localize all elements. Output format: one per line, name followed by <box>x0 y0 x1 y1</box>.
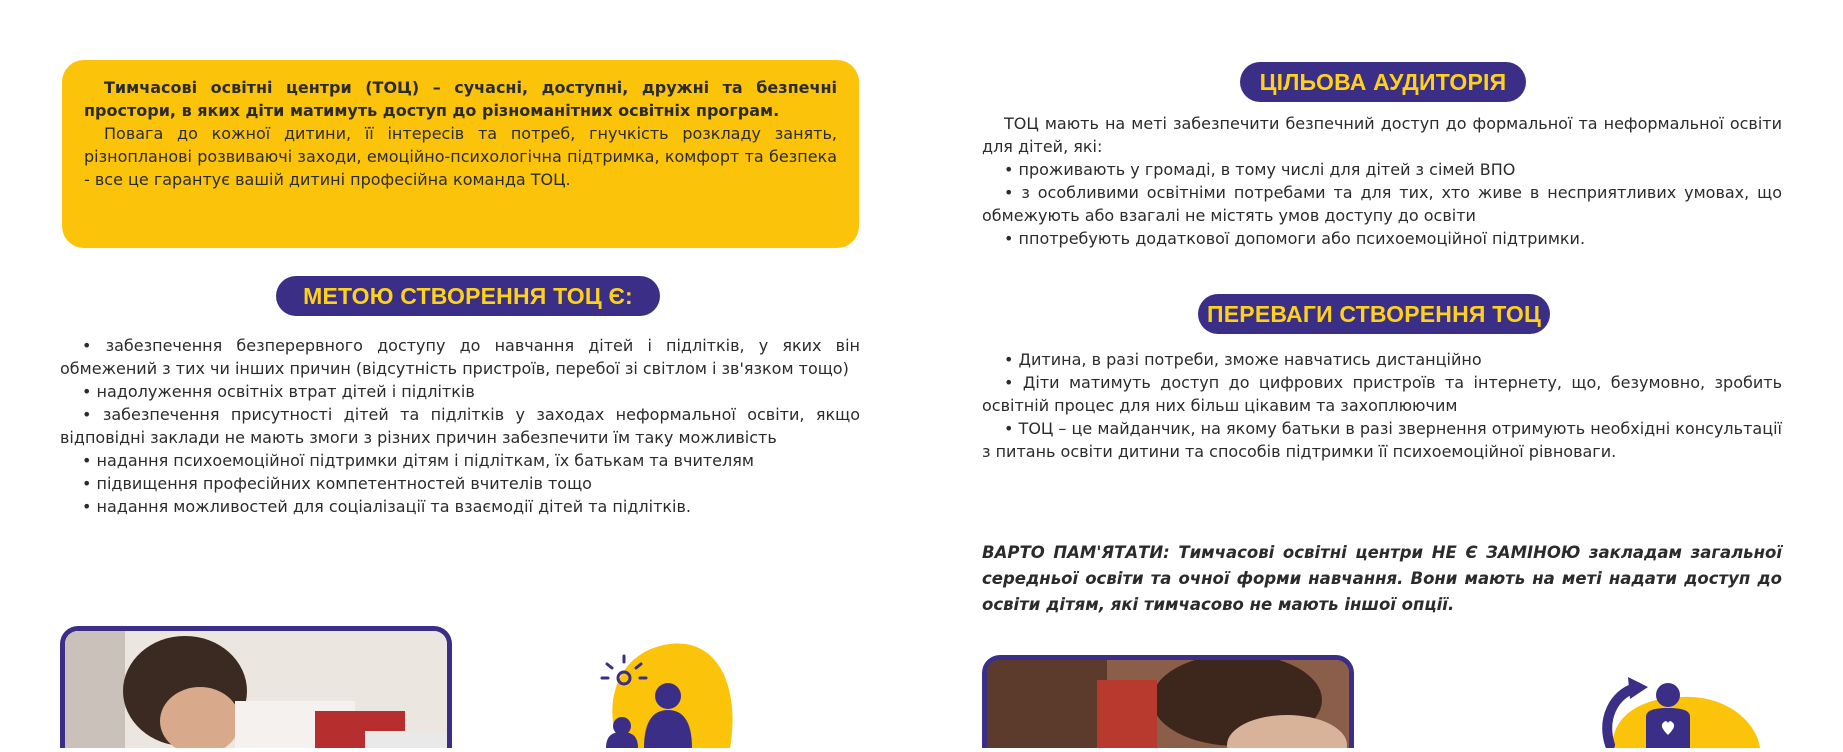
intro-text: Повага до кожної дитини, її інтересів та потреб, гнучкість розкладу занять, різнопланові розвиваючі заходи, емоційно-психологічна підтримка, комфорт та безпека - все це гарантує вашій дитині професійна команда ТОЦ. <box>84 124 837 189</box>
benefits-heading: ПЕРЕВАГИ СТВОРЕННЯ ТОЦ <box>1198 294 1550 334</box>
remember-text: ВАРТО ПАМ'ЯТАТИ: Тимчасові освітні центри НЕ Є ЗАМІНОЮ закладам загальної середньої освіти та очної форми навчання. Вони мають на меті надати доступ до освіти дітям, які тимчасово не мають іншої опції. <box>982 543 1782 614</box>
goal-heading: МЕТОЮ СТВОРЕННЯ ТОЦ Є: <box>276 276 660 316</box>
audience-item: • ппотребують додаткової допомоги або психоемоційної підтримки. <box>1004 229 1586 248</box>
audience-intro: ТОЦ мають на меті забезпечити безпечний доступ до формальної та неформальної освіти для дітей, які: <box>982 114 1782 156</box>
goal-item: • надання можливостей для соціалізації та взаємодії дітей та підлітків. <box>82 497 692 516</box>
audience-item: • з особливими освітніми потребами та для тих, хто живе в несприятливих умовах, що обмежують або взагалі не містять умов доступу до освіти <box>982 183 1782 225</box>
person-heart-arrow-icon <box>1582 675 1762 752</box>
intro-box <box>62 60 859 248</box>
benefit-item: • Дитина, в разі потреби, зможе навчатись дистанційно <box>1004 350 1482 369</box>
goal-item: • забезпечення присутності дітей та підлітків у заходах неформальної освіти, якщо відповідні заклади не мають змоги з різних причин забезпечити їм таку можливість <box>60 405 860 447</box>
audience-item: • проживають у громаді, в тому числі для дітей з сімей ВПО <box>1004 160 1516 179</box>
goal-item: • підвищення професійних компетентностей вчителів тощо <box>82 474 592 493</box>
remember-note <box>982 540 1782 618</box>
lightbulb-people-icon <box>580 640 740 752</box>
photo-students <box>982 655 1354 748</box>
benefit-item: • Діти матимуть доступ до цифрових пристроїв та інтернету, що, безумовно, зробить освітній процес для них більш цікавим та захоплюючим <box>982 373 1782 415</box>
benefit-item: • ТОЦ – це майданчик, на якому батьки в разі звернення отримують необхідні консультації з питань освіти дитини та способів підтримки її психоемоційної рівноваги. <box>982 419 1782 461</box>
audience-section <box>982 112 1782 250</box>
goal-item: • надання психоемоційної підтримки дітям і підліткам, їх батькам та вчителям <box>82 451 754 470</box>
photo-students-art <box>987 660 1354 748</box>
audience-heading: ЦІЛЬОВА АУДИТОРІЯ <box>1240 62 1526 102</box>
goal-item: • надолуження освітніх втрат дітей і підлітків <box>82 382 475 401</box>
goal-list <box>60 334 860 518</box>
intro-bold-text: Тимчасові освітні центри (ТОЦ) – сучасні, доступні, дружні та безпечні простори, в яких діти матимуть доступ до різноманітних освітніх програм. <box>84 78 837 120</box>
benefits-list <box>982 348 1782 463</box>
photo-student-writing-art <box>65 631 452 748</box>
goal-item: • забезпечення безперервного доступу до навчання дітей і підлітків, у яких він обмежений з тих чи інших причин (відсутність пристроїв, перебої зі світлом і зв'язком тощо) <box>60 336 860 378</box>
photo-student-writing <box>60 626 452 748</box>
